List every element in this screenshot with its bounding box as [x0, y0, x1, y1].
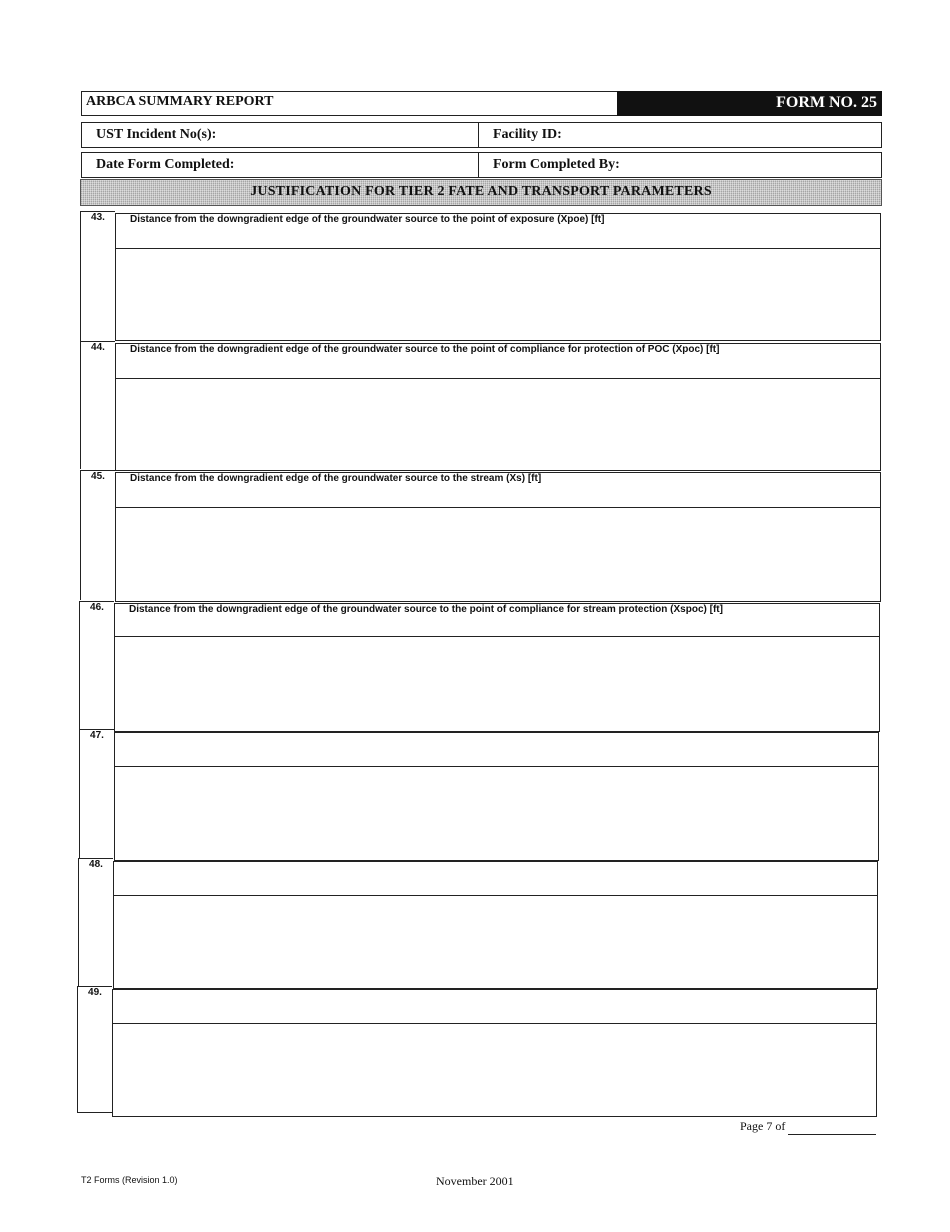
item-number-cell — [79, 601, 114, 729]
item-number: 49. — [88, 987, 102, 998]
item-number: 44. — [91, 342, 105, 353]
footer-date: November 2001 — [436, 1174, 514, 1188]
item-answer-44[interactable] — [115, 379, 881, 471]
completed-by-field[interactable] — [479, 152, 882, 178]
item-number: 45. — [91, 471, 105, 482]
item-question-text: Distance from the downgradient edge of the groundwater source to the point of compliance for protection of POC (Xpoc) [ft] — [130, 344, 720, 355]
completed-by-label: Form Completed By: — [493, 157, 620, 172]
revision-label: T2 Forms (Revision 1.0) — [81, 1175, 178, 1185]
item-number: 46. — [90, 602, 104, 613]
form-number: FORM NO. 25 — [617, 91, 882, 116]
item-number-cell — [80, 341, 115, 469]
item-answer-48[interactable] — [113, 896, 878, 989]
item-answer-45[interactable] — [115, 508, 881, 602]
page-number — [740, 1119, 785, 1134]
item-question — [113, 861, 878, 896]
item-question — [115, 213, 881, 249]
item-answer-47[interactable] — [114, 767, 879, 861]
facility-field[interactable] — [479, 122, 882, 148]
date-completed-label: Date Form Completed: — [96, 157, 235, 172]
item-question — [114, 603, 880, 637]
incident-label: UST Incident No(s): — [96, 127, 217, 142]
item-question — [112, 989, 877, 1024]
item-question-text: Distance from the downgradient edge of the groundwater source to the point of exposure (Xpoe) [ft] — [130, 214, 605, 225]
item-answer-49[interactable] — [112, 1024, 877, 1117]
item-number-cell — [78, 858, 113, 986]
item-question-text: Distance from the downgradient edge of the groundwater source to the stream (Xs) [ft] — [130, 473, 542, 484]
page-total-line[interactable] — [788, 1134, 876, 1135]
item-question-text: Distance from the downgradient edge of the groundwater source to the point of compliance for stream protection (Xspoc) [ft] — [129, 604, 723, 615]
report-title: ARBCA SUMMARY REPORT — [81, 91, 617, 116]
item-number-cell — [80, 470, 115, 600]
item-answer-43[interactable] — [115, 249, 881, 341]
incident-field[interactable] — [81, 122, 479, 148]
item-number-cell — [80, 211, 115, 341]
item-question — [115, 343, 881, 379]
date-completed-field[interactable] — [81, 152, 479, 178]
item-number: 48. — [89, 859, 103, 870]
item-question — [114, 732, 879, 767]
section-title: JUSTIFICATION FOR TIER 2 FATE AND TRANSPORT PARAMETERS — [80, 179, 882, 206]
item-answer-46[interactable] — [114, 637, 880, 732]
item-number: 43. — [91, 212, 105, 223]
page-label: Page 7 of — [740, 1119, 786, 1133]
item-number-cell — [77, 986, 112, 1113]
facility-label: Facility ID: — [493, 127, 562, 142]
item-number: 47. — [90, 730, 104, 741]
item-question — [115, 472, 881, 508]
item-number-cell — [79, 729, 114, 858]
